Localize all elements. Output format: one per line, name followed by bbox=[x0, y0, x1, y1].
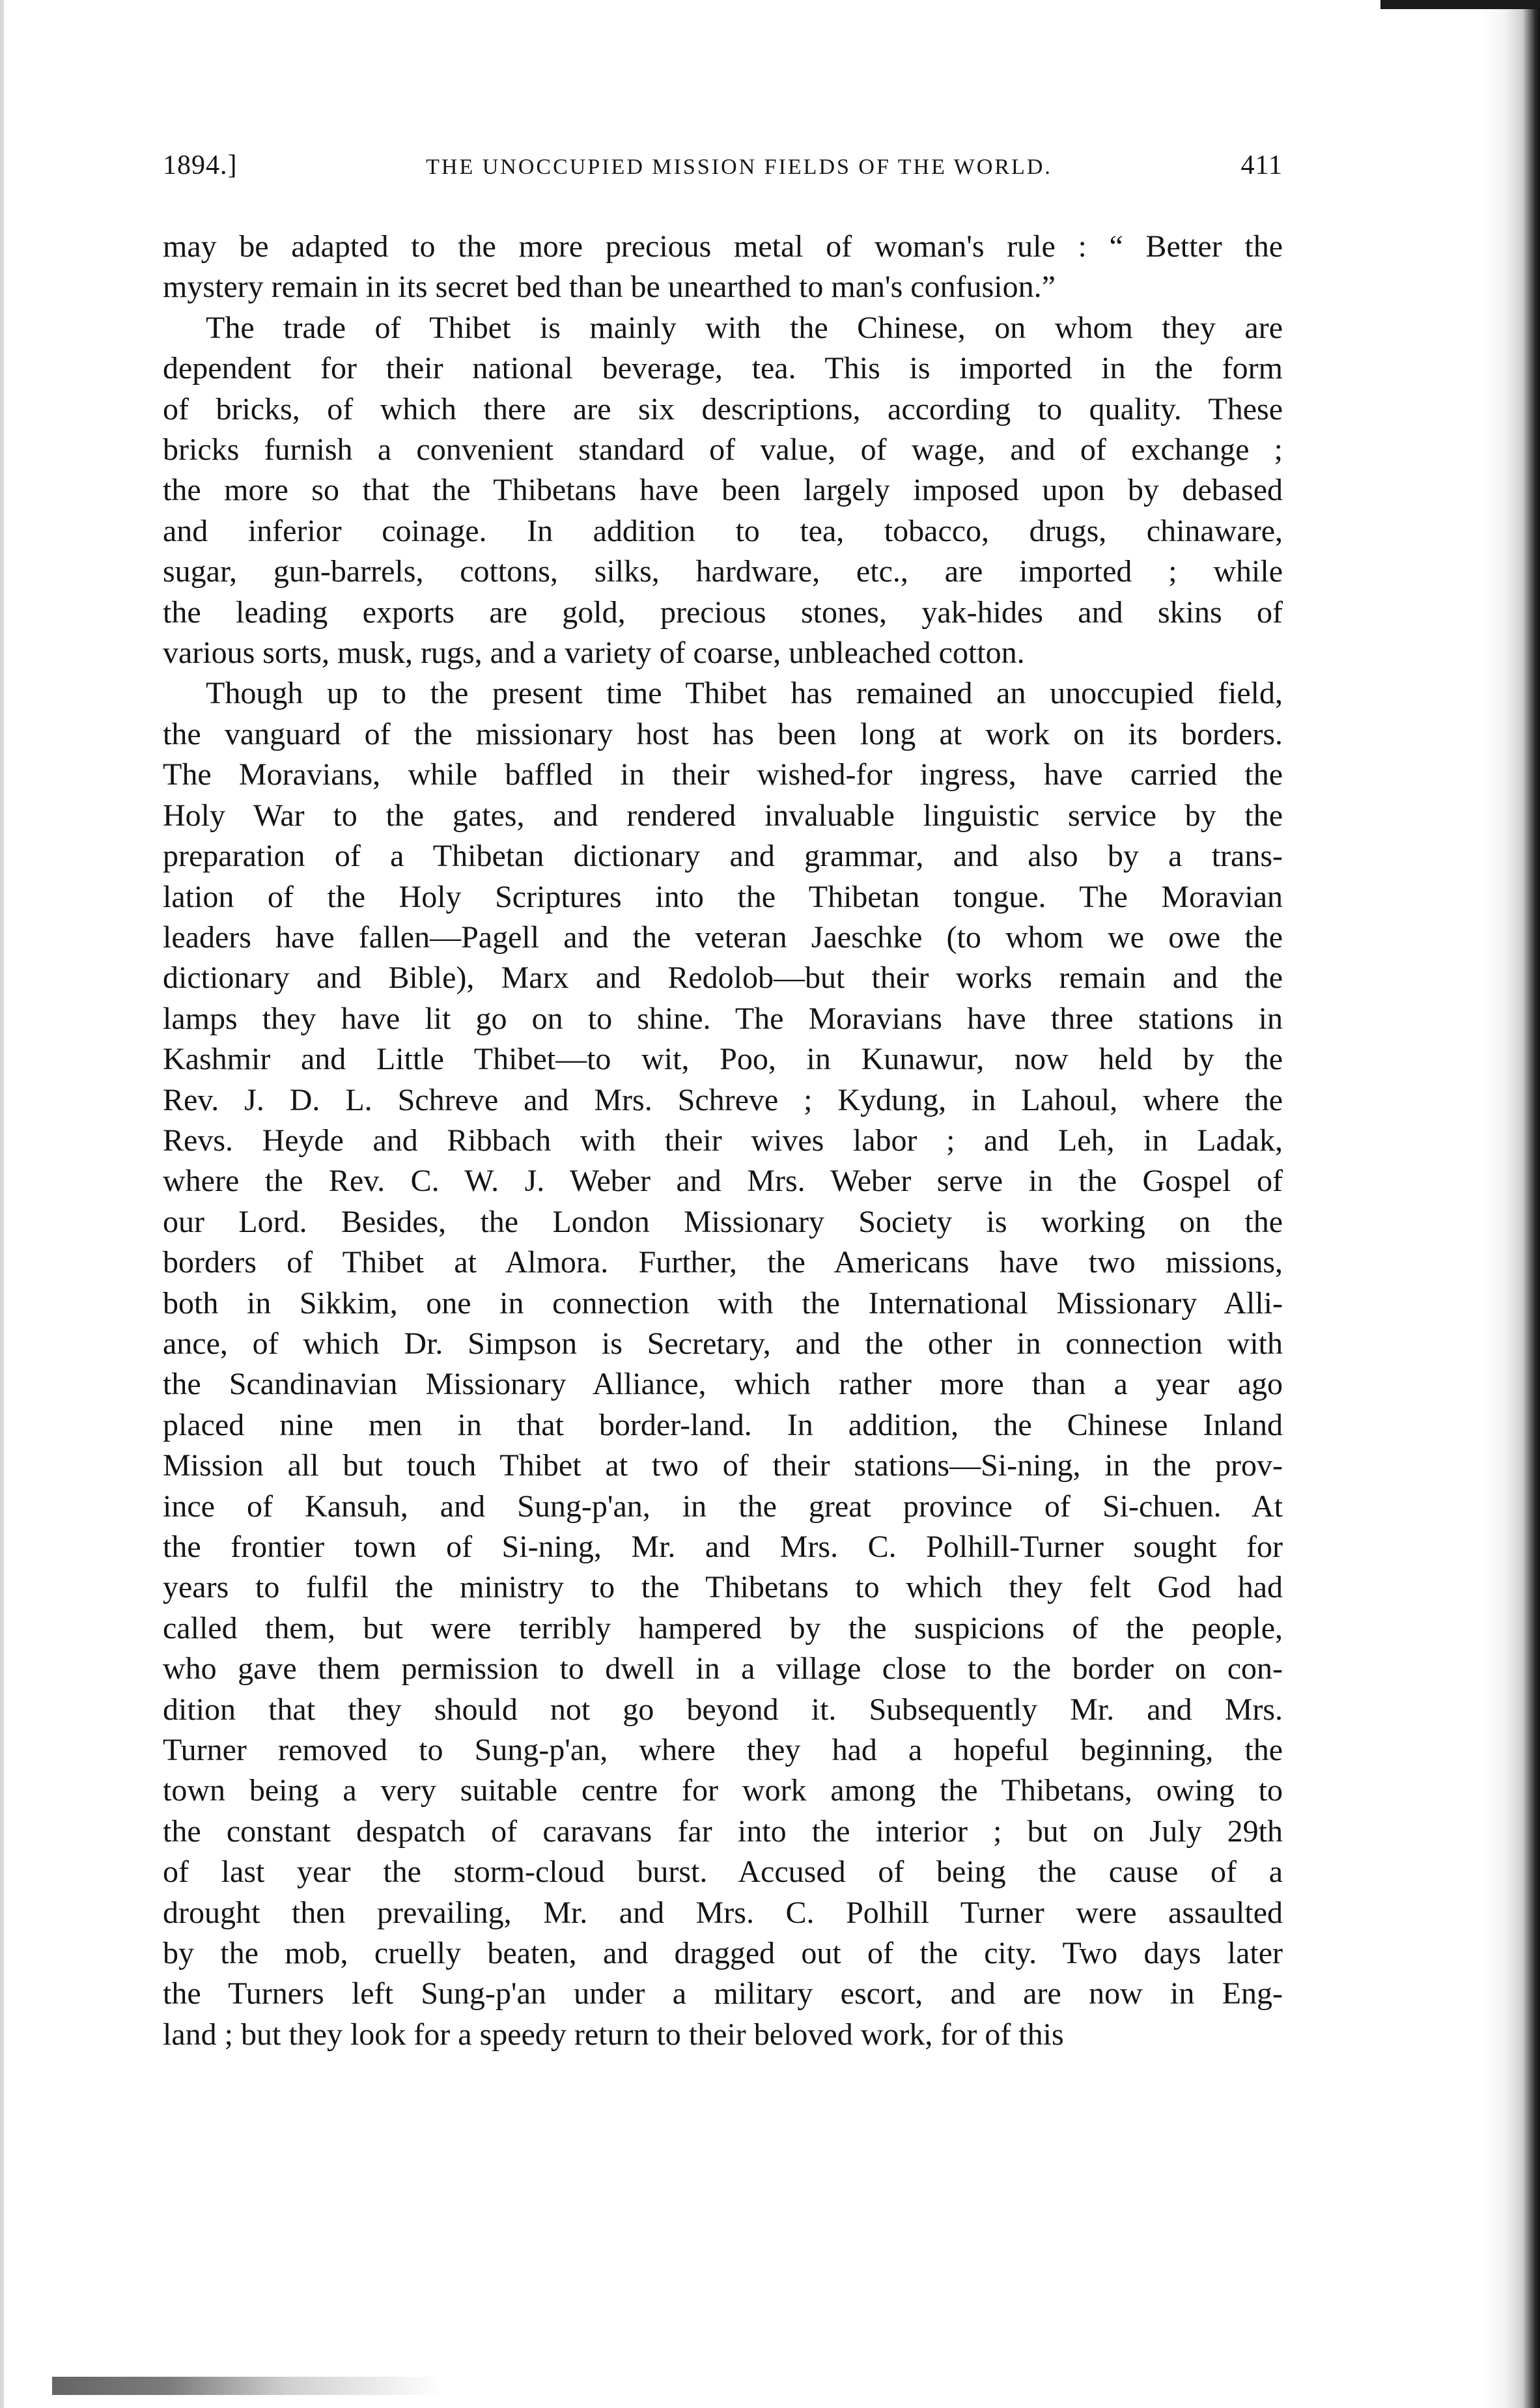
text-line: Though up to the present time Thibet has remained an unoccupied field, bbox=[206, 676, 1283, 711]
text-line: the more so that the Thibetans have been largely imposed upon by debased bbox=[163, 473, 1283, 508]
text-line: called them, but were terribly hampered by the suspicions of the people, bbox=[163, 1610, 1283, 1645]
text-line: may be adapted to the more precious metal of woman's rule : “ Better the bbox=[163, 229, 1283, 264]
text-line: the Turners left Sung-p'an under a military escort, and are now in Eng- bbox=[163, 1976, 1283, 2011]
running-head bbox=[163, 150, 1283, 181]
text-line: ince of Kansuh, and Sung-p'an, in the great province of Si-chuen. At bbox=[163, 1489, 1283, 1524]
scan-left-edge bbox=[0, 0, 4, 2408]
text-line: leaders have fallen—Pagell and the veteran Jaeschke (to whom we owe the bbox=[163, 919, 1283, 955]
text-line: lamps they have lit go on to shine. The Moravians have three stations in bbox=[163, 1001, 1283, 1036]
book-page bbox=[163, 150, 1283, 2055]
text-line: by the mob, cruelly beaten, and dragged out of the city. Two days later bbox=[163, 1936, 1283, 1971]
text-line: bricks furnish a convenient standard of value, of wage, and of exchange ; bbox=[163, 432, 1283, 468]
text-line: Turner removed to Sung-p'an, where they had a hopeful beginning, the bbox=[163, 1733, 1283, 1768]
scan-right-edge bbox=[1481, 0, 1540, 2408]
text-line: mystery remain in its secret bed than be unearthed to man's confusion.” bbox=[163, 270, 1056, 305]
text-line: Holy War to the gates, and rendered invaluable linguistic service by the bbox=[163, 798, 1283, 833]
paragraph bbox=[163, 227, 1283, 308]
text-line: dition that they should not go beyond it. Subsequently Mr. and Mrs. bbox=[163, 1692, 1283, 1727]
body-text bbox=[163, 227, 1283, 2055]
text-line: the frontier town of Si-ning, Mr. and Mrs. C. Polhill-Turner sought for bbox=[163, 1530, 1283, 1564]
text-line: The trade of Thibet is mainly with the Chinese, on whom they are bbox=[206, 310, 1283, 345]
text-line: town being a very suitable centre for work among the Thibetans, owing to bbox=[163, 1773, 1283, 1808]
text-line: both in Sikkim, one in connection with the International Missionary Alli- bbox=[163, 1285, 1283, 1321]
text-line: dictionary and Bible), Marx and Redolob—but their works remain and the bbox=[163, 960, 1283, 996]
text-line: lation of the Holy Scriptures into the Thibetan tongue. The Moravian bbox=[163, 879, 1283, 914]
text-line: drought then prevailing, Mr. and Mrs. C. Polhill Turner were assaulted bbox=[163, 1895, 1283, 1930]
text-line: preparation of a Thibetan dictionary and grammar, and also by a trans- bbox=[163, 839, 1283, 874]
text-line: and inferior coinage. In addition to tea, tobacco, drugs, chinaware, bbox=[163, 513, 1283, 548]
text-line: Revs. Heyde and Ribbach with their wives labor ; and Leh, in Ladak, bbox=[163, 1123, 1283, 1158]
text-line: of bricks, of which there are six descriptions, according to quality. These bbox=[163, 391, 1283, 427]
header-year: 1894.] bbox=[163, 150, 238, 180]
text-line: our Lord. Besides, the London Missionary Society is working on the bbox=[163, 1204, 1283, 1239]
text-line: the vanguard of the missionary host has been long at work on its borders. bbox=[163, 716, 1283, 751]
text-line: where the Rev. C. W. J. Weber and Mrs. Weber serve in the Gospel of bbox=[163, 1164, 1283, 1199]
text-line: years to fulfil the ministry to the Thibetans to which they felt God had bbox=[163, 1570, 1283, 1605]
text-line: Rev. J. D. L. Schreve and Mrs. Schreve ; Kydung, in Lahoul, where the bbox=[163, 1082, 1283, 1117]
scan-bottom-mark bbox=[52, 2377, 443, 2395]
header-title: THE UNOCCUPIED MISSION FIELDS OF THE WORLD. bbox=[426, 155, 1052, 179]
text-line: of last year the storm-cloud burst. Accused of being the cause of a bbox=[163, 1855, 1283, 1890]
text-line: various sorts, musk, rugs, and a variety of coarse, unbleached cotton. bbox=[163, 636, 1025, 671]
page-number: 411 bbox=[1240, 150, 1283, 180]
text-line: Kashmir and Little Thibet—to wit, Poo, in Kunawur, now held by the bbox=[163, 1042, 1283, 1077]
text-line: sugar, gun-barrels, cottons, silks, hardware, etc., are imported ; while bbox=[163, 554, 1283, 589]
scan-top-edge bbox=[1380, 0, 1540, 9]
text-line: Mission all but touch Thibet at two of their stations—Si-ning, in the prov- bbox=[163, 1448, 1283, 1483]
paragraph bbox=[163, 673, 1283, 2055]
text-line: ance, of which Dr. Simpson is Secretary, and the other in connection with bbox=[163, 1326, 1283, 1361]
text-line: placed nine men in that border-land. In addition, the Chinese Inland bbox=[163, 1407, 1283, 1442]
paragraph bbox=[163, 308, 1283, 674]
text-line: land ; but they look for a speedy return to their beloved work, for of this bbox=[163, 2017, 1064, 2052]
text-line: the leading exports are gold, precious stones, yak-hides and skins of bbox=[163, 595, 1283, 630]
text-line: who gave them permission to dwell in a village close to the border on con- bbox=[163, 1651, 1283, 1687]
text-line: the constant despatch of caravans far into the interior ; but on July 29th bbox=[163, 1813, 1283, 1849]
text-line: borders of Thibet at Almora. Further, the Americans have two missions, bbox=[163, 1245, 1283, 1280]
text-line: The Moravians, while baffled in their wished-for ingress, have carried the bbox=[163, 757, 1283, 792]
text-line: dependent for their national beverage, tea. This is imported in the form bbox=[163, 351, 1283, 386]
text-line: the Scandinavian Missionary Alliance, which rather more than a year ago bbox=[163, 1367, 1283, 1402]
